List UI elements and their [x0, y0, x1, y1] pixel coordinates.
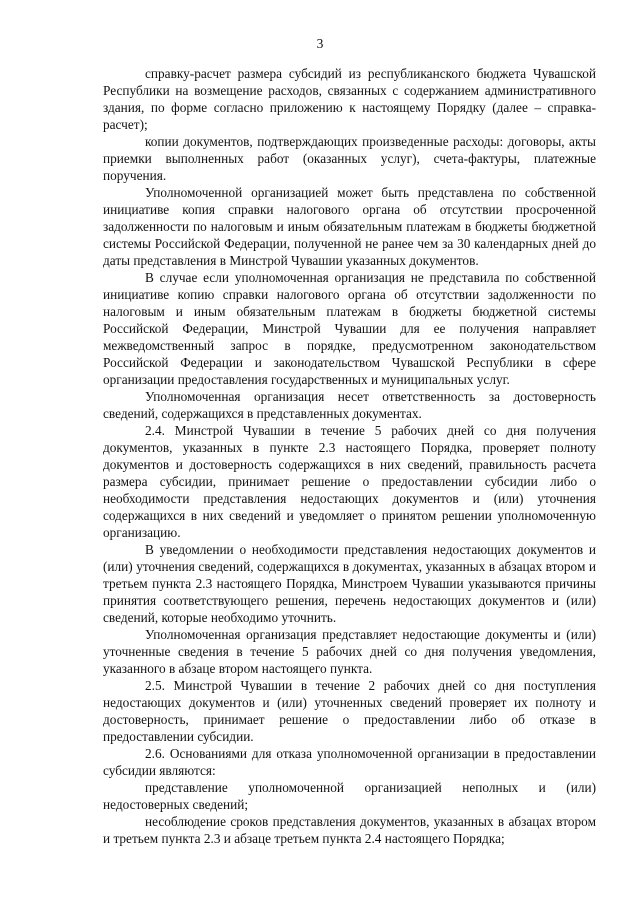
- paragraph: 2.4. Минстрой Чувашии в течение 5 рабочих дней со дня получения документов, указанных в пункте 2.3 настоящего Порядка, проверяет полноту документов и достоверность содержащихся в них сведений, правильность расчета размера субсидии, принимает решение о предоставлении субсидии либо о необходимости представления недостающих документов и (или) уточнения содержащихся в них сведений и уведомляет о принятом решении уполномоченную организацию.: [103, 423, 596, 540]
- paragraph: В уведомлении о необходимости представления недостающих документов и (или) уточнения сведений, содержащихся в документах, указанных в абзацах втором и третьем пункта 2.3 настоящего Порядка, Минстроем Чувашии указываются причины принятия соответствующего решения, перечень недостающих документов и (или) сведений, которые необходимо уточнить.: [103, 542, 596, 625]
- page-number: 3: [316, 36, 324, 51]
- paragraph: копии документов, подтверждающих произведенные расходы: договоры, акты приемки выполненных работ (оказанных услуг), счета-фактуры, платежные поручения.: [103, 134, 596, 183]
- paragraph: Уполномоченная организация несет ответственность за достоверность сведений, содержащихся в представленных документах.: [103, 389, 596, 421]
- paragraph: справку-расчет размера субсидий из республиканского бюджета Чувашской Республики на возмещение расходов, связанных с содержанием административного здания, по форме согласно приложению к настоящему Порядку (далее – справка-расчет);: [103, 66, 596, 132]
- paragraph: Уполномоченная организация представляет недостающие документы и (или) уточненные сведения в течение 5 рабочих дней со дня получения уведомления, указанного в абзаце втором настоящего пункта.: [103, 627, 596, 676]
- paragraph: несоблюдение сроков представления документов, указанных в абзацах втором и третьем пункта 2.3 и абзаце третьем пункта 2.4 настоящего Порядка;: [103, 814, 596, 846]
- paragraph: 2.6. Основаниями для отказа уполномоченной организации в предоставлении субсидии являются:: [103, 746, 596, 778]
- paragraph: В случае если уполномоченная организация не представила по собственной инициативе копию справки налогового органа об отсутствии задолженности по налоговым и иным обязательным платежам в бюджеты бюджетной системы Российской Федерации, Минстрой Чувашии для ее получения направляет межведомственный запрос в порядке, предусмотренном законодательством Российской Федерации и законодательством Чувашской Республики в сфере организации предоставления государственных и муниципальных услуг.: [103, 270, 596, 387]
- paragraph: Уполномоченной организацией может быть представлена по собственной инициативе копия справки налогового органа об отсутствии просроченной задолженности по налоговым и иным обязательным платежам в бюджеты бюджетной системы Российской Федерации, полученной не ранее чем за 30 календарных дней до даты представления в Минстрой Чувашии указанных документов.: [103, 185, 596, 268]
- paragraph: представление уполномоченной организацией неполных и (или) недостоверных сведений;: [103, 780, 596, 812]
- document-body: [103, 65, 596, 847]
- paragraph: 2.5. Минстрой Чувашии в течение 2 рабочих дней со дня поступления недостающих документов и (или) уточненных сведений проверяет их полноту и достоверность, принимает решение о предоставлении либо об отказе в предоставлении субсидии.: [103, 678, 596, 744]
